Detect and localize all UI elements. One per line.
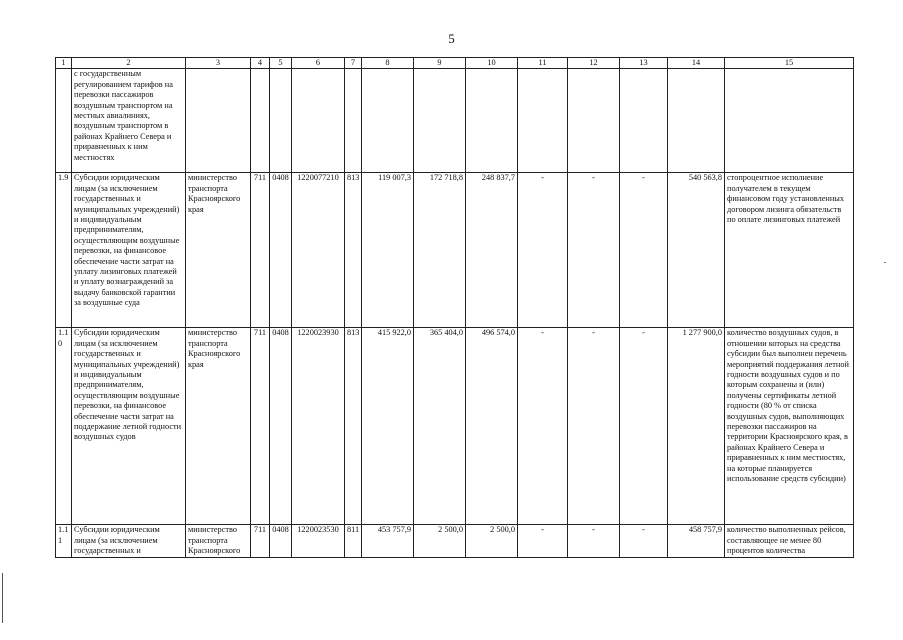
section-code: 0408	[270, 525, 292, 558]
amount-col-12: -	[568, 173, 620, 328]
amount-col-13: -	[620, 328, 668, 525]
column-header: 3	[186, 58, 251, 69]
expected-result: количество выполненных рейсов, составляющее не менее 80 процентов количества	[725, 525, 854, 558]
grbs-code: 711	[251, 173, 270, 328]
column-header: 11	[518, 58, 568, 69]
column-number-row	[56, 58, 854, 69]
section-code: 0408	[270, 173, 292, 328]
amount-year-3	[466, 69, 518, 173]
expected-result: стопроцентное исполнение получателем в текущем финансовом году установленных договором лизинга обязательств по оплате лизинговых платежей	[725, 173, 854, 328]
section-code: 0408	[270, 328, 292, 525]
amount-year-2: 365 404,0	[414, 328, 466, 525]
row-number: 1.10	[56, 328, 72, 525]
table-row	[56, 525, 854, 558]
expense-type-code: 811	[345, 525, 362, 558]
amount-total: 458 757,9	[668, 525, 725, 558]
column-header: 9	[414, 58, 466, 69]
measure-name: Субсидии юридическим лицам (за исключением государственных и	[72, 525, 186, 558]
column-header: 14	[668, 58, 725, 69]
amount-col-11: -	[518, 173, 568, 328]
expected-result	[725, 69, 854, 173]
column-header: 10	[466, 58, 518, 69]
amount-year-2: 172 718,8	[414, 173, 466, 328]
amount-col-12: -	[568, 525, 620, 558]
row-number	[56, 69, 72, 173]
amount-total	[668, 69, 725, 173]
column-header: 5	[270, 58, 292, 69]
scan-speck	[884, 262, 886, 263]
grbs-code	[251, 69, 270, 173]
amount-year-3: 2 500,0	[466, 525, 518, 558]
section-code	[270, 69, 292, 173]
amount-col-11	[518, 69, 568, 173]
column-header: 1	[56, 58, 72, 69]
expense-type-code: 813	[345, 173, 362, 328]
amount-col-12	[568, 69, 620, 173]
column-header: 13	[620, 58, 668, 69]
amount-year-1: 415 922,0	[362, 328, 414, 525]
program-table	[55, 57, 854, 558]
administrator: министерство транспорта Красноярского	[186, 525, 251, 558]
table-row	[56, 69, 854, 173]
amount-col-11: -	[518, 328, 568, 525]
administrator: министерство транспорта Красноярского края	[186, 328, 251, 525]
amount-col-13: -	[620, 525, 668, 558]
administrator	[186, 69, 251, 173]
amount-year-2: 2 500,0	[414, 525, 466, 558]
grbs-code: 711	[251, 525, 270, 558]
amount-year-1: 119 007,3	[362, 173, 414, 328]
expense-type-code	[345, 69, 362, 173]
target-article-code: 1220023930	[292, 328, 345, 525]
measure-name: Субсидии юридическим лицам (за исключением государственных и муниципальных учреждений) и индивидуальным предпринимателям, осуществляющим воздушные перевозки, на финансовое обеспечение части затрат на уплату лизинговых платежей и уплату вознаграждений за выдачу банковской гарантии за воздушные суда	[72, 173, 186, 328]
amount-year-1: 453 757,9	[362, 525, 414, 558]
page-number: 5	[448, 31, 455, 46]
amount-year-1	[362, 69, 414, 173]
amount-total: 540 563,8	[668, 173, 725, 328]
column-header: 6	[292, 58, 345, 69]
amount-col-13: -	[620, 173, 668, 328]
amount-year-3: 248 837,7	[466, 173, 518, 328]
amount-year-3: 496 574,0	[466, 328, 518, 525]
column-header: 2	[72, 58, 186, 69]
scan-edge-mark	[2, 573, 3, 623]
amount-col-12: -	[568, 328, 620, 525]
administrator: министерство транспорта Красноярского края	[186, 173, 251, 328]
target-article-code: 1220077210	[292, 173, 345, 328]
row-number: 1.9	[56, 173, 72, 328]
target-article-code	[292, 69, 345, 173]
amount-col-13	[620, 69, 668, 173]
column-header: 8	[362, 58, 414, 69]
amount-col-11: -	[518, 525, 568, 558]
target-article-code: 1220023530	[292, 525, 345, 558]
column-header: 7	[345, 58, 362, 69]
table-row	[56, 173, 854, 328]
column-header: 4	[251, 58, 270, 69]
table-row	[56, 328, 854, 525]
column-header: 15	[725, 58, 854, 69]
expected-result: количество воздушных судов, в отношении которых на средства субсидии был выполнен перечень мероприятий поддержания летной годности воздушных судов и по которым сохранены и (или) получены сертификаты летной годности (80 % от списка воздушных судов, выполняющих перевозки пассажиров на территории Красноярского края, в районах Крайнего Севера и приравненных к ним местностях, на которые планируется использование средств субсидии)	[725, 328, 854, 525]
row-number: 1.11	[56, 525, 72, 558]
grbs-code: 711	[251, 328, 270, 525]
expense-type-code: 813	[345, 328, 362, 525]
column-header: 12	[568, 58, 620, 69]
amount-year-2	[414, 69, 466, 173]
measure-name: Субсидии юридическим лицам (за исключением государственных и муниципальных учреждений) и индивидуальным предпринимателям, осуществляющим воздушные перевозки, на финансовое обеспечение части затрат на поддержание летной годности воздушных судов	[72, 328, 186, 525]
measure-name: с государственным регулированием тарифов на перевозки пассажиров воздушным транспортом на местных авиалиниях, воздушным транспортом в районах Крайнего Севера и приравненных к ним местностях	[72, 69, 186, 173]
amount-total: 1 277 900,0	[668, 328, 725, 525]
